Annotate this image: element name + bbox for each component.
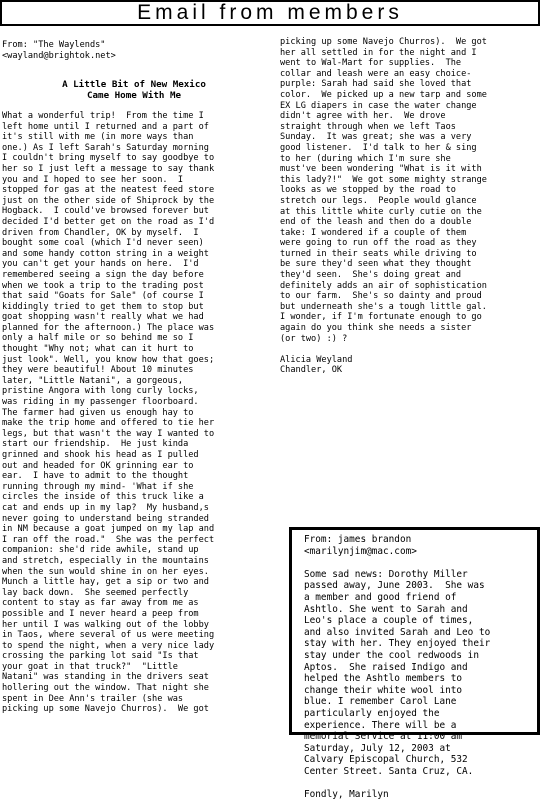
body-text-line: companion: she'd ride awhile, stand up (2, 545, 199, 556)
body-text-line: Calvary Episcopal Church, 532 (304, 754, 468, 766)
body-text-line: looks as we stopped by the road to (280, 185, 456, 196)
body-text-line: decided I'd better get on the road as I'd (2, 216, 215, 227)
body-text-line: never going to understand being stranded (2, 513, 209, 524)
body-text-line: content to stay as far away from me as (2, 598, 199, 609)
body-text-line: you can't get your hands on here. I'd (2, 259, 199, 270)
body-text-line: kiddingly tried to get them to stop but (2, 301, 204, 312)
body-text-line: Saturday, July 12, 2003 at (304, 742, 451, 754)
body-text-line: just look". Well, you know how that goes; (2, 354, 215, 365)
left-column-header (2, 40, 264, 61)
body-text-line: picking up some Navejo Churros). We got (2, 704, 209, 715)
blank-line (280, 344, 285, 354)
body-text-line: left home until I returned and a part of (2, 121, 209, 132)
closing-signature: Fondly, Marilyn (304, 789, 389, 801)
body-text-line: stopped for gas at the neatest feed store (2, 185, 215, 196)
body-text-line: again do you think she needs a sister (280, 323, 472, 334)
body-text-line: a member and good friend of (304, 591, 457, 603)
body-text-line: I ran off the road." She was the perfect (2, 534, 215, 545)
body-text-line: when we took a trip to the trading post (2, 280, 204, 291)
body-text-line: pristine Angora with long curly locks, (2, 386, 199, 397)
body-text-line: went to Wal-Mart for supplies. The (280, 58, 462, 69)
body-text-line: in Taos, where several of us were meeting (2, 630, 215, 641)
left-column-body (2, 111, 264, 715)
body-text-line: they were beautiful! About 10 minutes (2, 365, 194, 376)
body-text-line: and stretch, especially in the mountains (2, 555, 209, 566)
body-text-line: particularly enjoyed the (304, 707, 440, 719)
body-text-line: they'd seen. She's doing great and (280, 270, 462, 281)
body-text-line: change their white wool into (304, 684, 463, 696)
body-text-line: goat shopping wasn't really what we had (2, 312, 204, 323)
body-text-line: end of the leash and then do a double (280, 217, 472, 228)
body-text-line: Leo's place a couple of times, (304, 615, 474, 627)
body-text-line: stretch our legs. People would glance (280, 195, 477, 206)
body-text-line: start our friendship. He just kinda (2, 439, 189, 450)
body-text-line: I wonder, if I'm fortunate enough to go (280, 312, 482, 323)
body-text-line: make the trip home and offered to tie her (2, 418, 215, 429)
body-text-line: circles the inside of this truck like a (2, 492, 204, 503)
sender-email: <marilynjim@mac.com> (304, 545, 417, 557)
body-text-line: out and headed for OK grinning ear to (2, 460, 194, 471)
body-text-line: legs, but that wasn't the way I wanted to (2, 428, 215, 439)
sender-name: From: james brandon (304, 534, 412, 545)
body-text-line: picking up some Navejo Churros). We got (280, 37, 487, 47)
body-text-line: stay under the cool redwoods in (304, 649, 479, 661)
body-text-line: to her (during which I'm sure she (280, 153, 451, 164)
body-text-line: but underneath she's a tough little gal. (280, 301, 487, 312)
body-text-line: you and I hoped to see her soon. I (2, 174, 184, 185)
body-text-line: The farmer had given us enough hay to (2, 407, 194, 418)
page-banner (0, 0, 540, 26)
body-text-line: What a wonderful trip! From the time I (2, 111, 204, 121)
body-text-line: at this little white curly cutie on the (280, 206, 482, 217)
signature-location: Chandler, OK (280, 365, 343, 376)
body-text-line: stay with her. They enjoyed their (304, 638, 491, 650)
body-text-line: remembered seeing a sign the day before (2, 269, 204, 280)
sender-name: From: "The Waylends" (2, 40, 106, 50)
body-text-line: must've been wondering "What is it with (280, 164, 482, 175)
body-text-line: take: I wondered if a couple of them (280, 227, 467, 238)
body-text-line: her until I was walking out of the lobby (2, 619, 209, 630)
body-text-line: color. We picked up a new tarp and some (280, 89, 487, 100)
body-text-line: just on the other side of Shiprock by the (2, 195, 215, 206)
body-text-line: and also invited Sarah and Leo to (304, 626, 491, 638)
body-text-line: didn't agree with her. We drove (280, 111, 446, 122)
blank-line (304, 557, 310, 568)
body-text-line: driven from Chandler, OK by myself. I (2, 227, 199, 238)
body-text-line: ear. I have to admit to the thought (2, 471, 189, 482)
body-text-line: be sure they'd seen what they thought (280, 259, 472, 270)
body-text-line: spent in Dee Ann's trailer (she was (2, 693, 184, 704)
body-text-line: hollering out the window. That night she (2, 683, 209, 694)
body-text-line: EX LG diapers in case the water change (280, 100, 477, 111)
body-text-line: thought "Why not; what can it hurt to (2, 344, 194, 355)
article-title-line-2: Came Home With Me (86, 90, 182, 101)
body-text-line: possible and I never heard a peep from (2, 608, 199, 619)
body-text-line: passed away, June 2003. She was (304, 580, 485, 592)
body-text-line: when the sun would shine in on her eyes. (2, 566, 209, 577)
right-column-body (280, 37, 542, 376)
body-text-line: this lady?!" We got some mighty strange (280, 174, 487, 185)
article-title-line-1: A Little Bit of New Mexico (62, 79, 206, 90)
body-text-line: Aptos. She raised Indigo and (304, 661, 468, 673)
body-text-line: collar and leash were an easy choice- (280, 68, 472, 79)
body-text-line: turned in their seats while driving to (280, 248, 477, 259)
body-text-line: in NM because a goat jumped on my lap and (2, 524, 215, 535)
page-title: Email from members (137, 1, 403, 24)
body-text-line: Some sad news: Dorothy Miller (304, 568, 468, 580)
body-text-line: planned for the afternoon.) The place was (2, 322, 215, 333)
body-text-line: to our farm. She's so dainty and proud (280, 291, 482, 302)
body-text-line: Hogback. I could've browsed forever but (2, 206, 209, 217)
body-text-line: memorial Service at 11:00 am (304, 731, 463, 743)
email-box (289, 527, 540, 801)
body-text-line: and some handy cotton string in a weight (2, 248, 209, 259)
body-text-line: were going to run off the road as they (280, 238, 477, 249)
body-text-line: Center Street. Santa Cruz, CA. (304, 765, 474, 777)
body-text-line: was riding in my passenger floorboard. (2, 397, 199, 408)
body-text-line: that said "Goats for Sale" (of course I (2, 291, 204, 302)
body-text-line: her so I just left a message to say thank (2, 163, 215, 174)
body-text-line: crossing the parking lot said "Is that (2, 651, 199, 662)
body-text-line: Munch a little hay, get a sip or two and (2, 577, 209, 588)
body-text-line: helped the Ashtlo members to (304, 673, 463, 685)
body-text-line: straight through when we left Taos (280, 121, 456, 132)
body-text-line: definitely adds an air of sophistication (280, 280, 487, 291)
body-text-line: bought some coal (which I'd never seen) (2, 238, 204, 249)
body-text-line: her all settled in for the night and I (280, 47, 477, 58)
body-text-line: good listener. I'd talk to her & sing (280, 142, 477, 153)
body-text-line: only a half mile or so behind me so I (2, 333, 194, 344)
body-text-line: Sunday. It was great; she was a very (280, 132, 472, 143)
body-text-line: it's still with me (in more ways than (2, 132, 194, 143)
body-text-line: blue. I remember Carol Lane (304, 696, 457, 708)
body-text-line: cat and ends up in my lap? My husband,s (2, 502, 209, 513)
body-text-line: running through my mind- 'What if she (2, 481, 194, 492)
body-text-line: experience. There will be a (304, 719, 457, 731)
body-text-line: purple: Sarah had said she loved that (280, 79, 472, 90)
body-text-line: I couldn't bring myself to say goodbye to (2, 153, 215, 164)
email-box-content (304, 534, 490, 801)
body-text-line: (or two) :) ? (280, 333, 348, 344)
blank-line (304, 777, 310, 788)
body-text-line: Ashtlo. She went to Sarah and (304, 603, 468, 615)
body-text-line: Natani" was standing in the drivers seat (2, 672, 209, 683)
body-text-line: one.) As I left Sarah's Saturday morning (2, 142, 209, 153)
body-text-line: later, "Little Natani", a gorgeous, (2, 375, 184, 386)
body-text-line: grinned and shook his head as I pulled (2, 450, 199, 460)
signature-name: Alicia Weyland (280, 354, 353, 365)
body-text-line: to spend the night, when a very nice lady (2, 640, 215, 651)
body-text-line: your goat in that truck?" "Little (2, 661, 178, 672)
sender-email: <wayland@brightok.net> (2, 50, 116, 61)
body-text-line: lay back down. She seemed perfectly (2, 587, 189, 598)
article-title (0, 79, 268, 101)
